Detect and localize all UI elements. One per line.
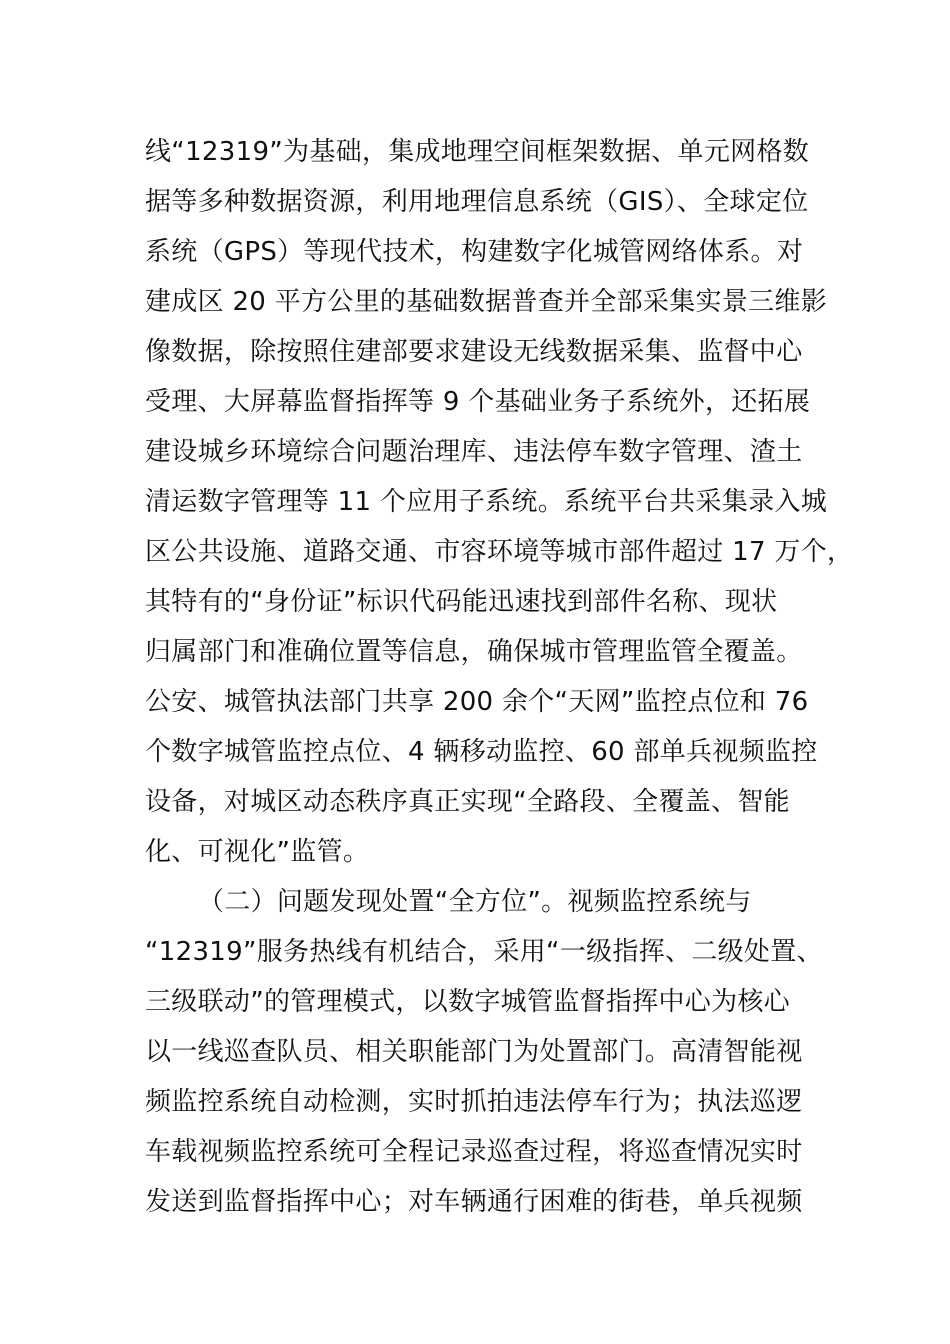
text-line-14: 设备，对城区动态秩序真正实现“全路段、全覆盖、智能 xyxy=(145,787,790,817)
text-line-4: 建成区 20 平方公里的基础数据普查并全部采集实景三维影 xyxy=(145,287,828,317)
text-line-3: 系统（GPS）等现代技术，构建数字化城管网络体系。对 xyxy=(145,237,804,267)
text-line-19: 以一线巡查队员、相关职能部门为处置部门。高清智能视 xyxy=(145,1037,803,1067)
text-line-1: 线“12319”为基础，集成地理空间框架数据、单元网格数 xyxy=(145,137,810,167)
section-heading-line: （二）问题发现处置“全方位”。视频监控系统与 xyxy=(198,887,752,917)
text-line-8: 清运数字管理等 11 个应用子系统。系统平台共采集录入城 xyxy=(145,487,828,517)
text-line-12: 公安、城管执法部门共享 200 余个“天网”监控点位和 76 xyxy=(145,687,809,717)
text-line-17: “12319”服务热线有机结合，采用“一级指挥、二级处置、 xyxy=(145,937,823,967)
text-line-13: 个数字城管监控点位、4 辆移动监控、60 部单兵视频监控 xyxy=(145,737,818,767)
text-line-21: 车载视频监控系统可全程记录巡查过程，将巡查情况实时 xyxy=(145,1137,803,1167)
text-line-10: 其特有的“身份证”标识代码能迅速找到部件名称、现状 xyxy=(145,587,778,617)
text-line-7: 建设城乡环境综合问题治理库、违法停车数字管理、渣土 xyxy=(145,437,803,467)
text-line-5: 像数据，除按照住建部要求建设无线数据采集、监督中心 xyxy=(145,337,803,367)
text-line-15: 化、可视化”监管。 xyxy=(145,837,370,867)
text-line-18: 三级联动”的管理模式，以数字城管监督指挥中心为核心 xyxy=(145,987,790,1017)
text-line-22: 发送到监督指挥中心；对车辆通行困难的街巷，单兵视频 xyxy=(145,1187,803,1217)
text-line-9: 区公共设施、道路交通、市容环境等城市部件超过 17 万个， xyxy=(145,537,854,567)
text-line-6: 受理、大屏幕监督指挥等 9 个基础业务子系统外，还拓展 xyxy=(145,387,811,417)
text-line-2: 据等多种数据资源，利用地理信息系统（GIS）、全球定位 xyxy=(145,187,809,217)
text-line-20: 频监控系统自动检测，实时抓拍违法停车行为；执法巡逻 xyxy=(145,1087,803,1117)
text-line-11: 归属部门和准确位置等信息，确保城市管理监管全覆盖。 xyxy=(145,637,803,667)
